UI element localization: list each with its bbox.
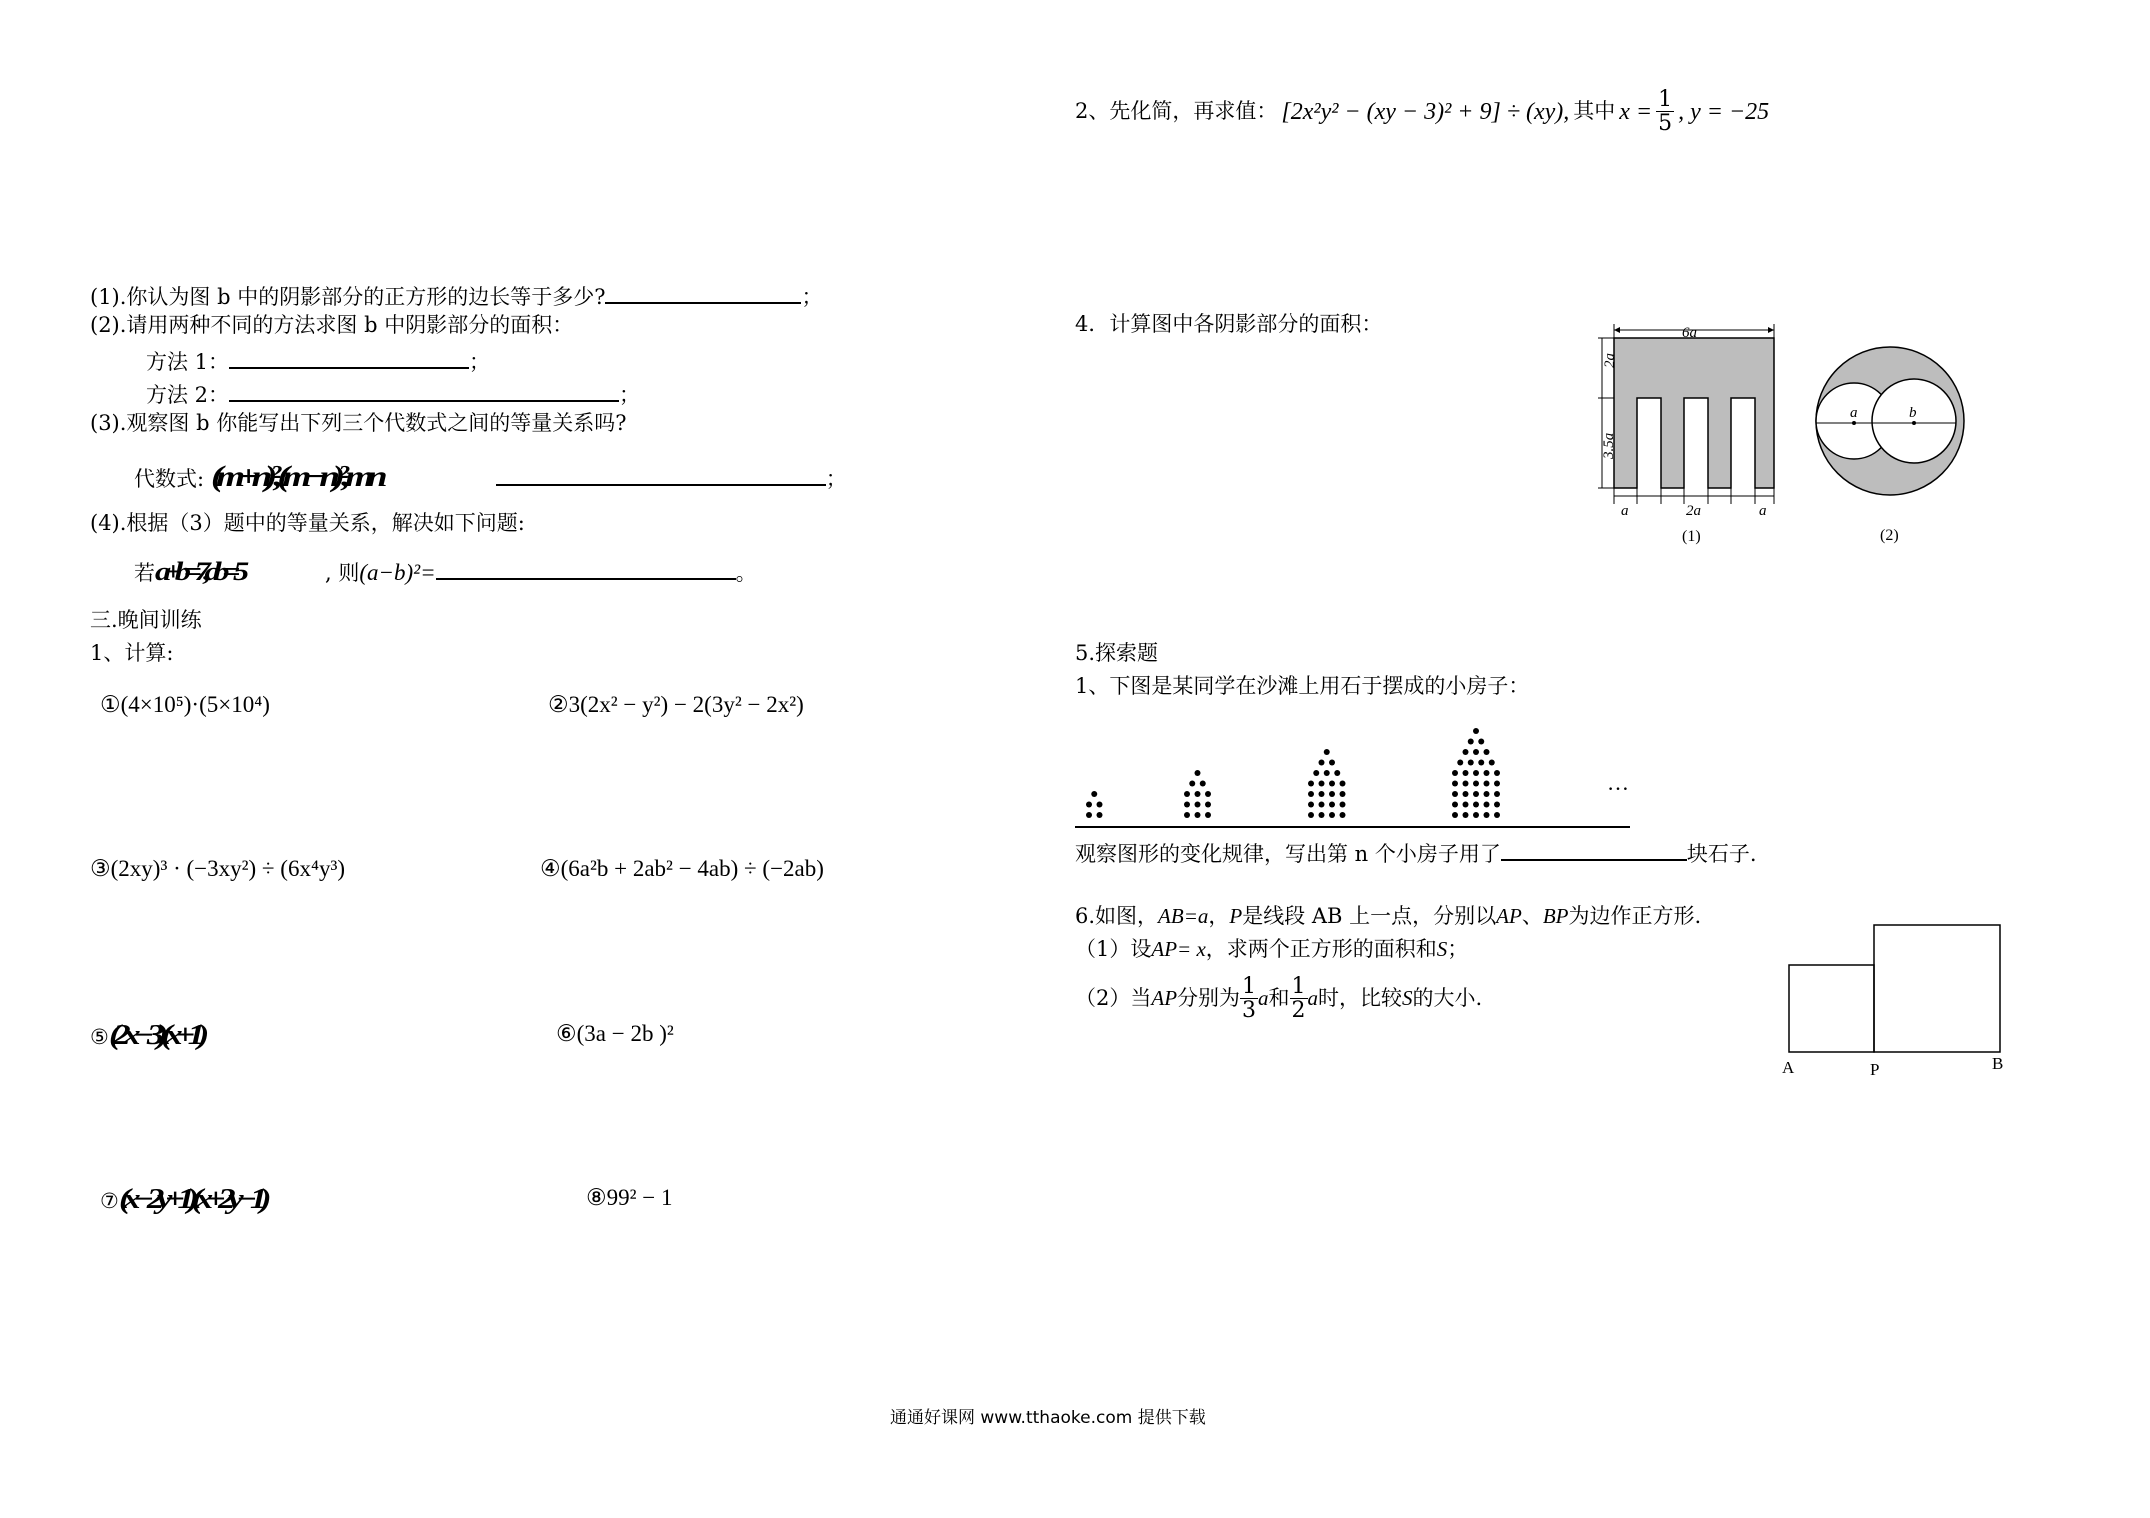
- q6-l1-ap: AP: [1496, 904, 1522, 928]
- stone: [1340, 791, 1346, 797]
- q3-garbled-expression: (m+n)², (m−n)², mn: [210, 460, 380, 493]
- q3-label: 代数式:: [134, 467, 205, 491]
- stone: [1195, 791, 1201, 797]
- stone: [1484, 791, 1490, 797]
- stone: [1319, 812, 1325, 818]
- fig2-label-b: b: [1909, 405, 1917, 421]
- stone: [1494, 781, 1500, 787]
- stone: [1463, 770, 1469, 776]
- stone: [1484, 749, 1490, 755]
- q4-answer-blank[interactable]: [436, 558, 736, 580]
- stone: [1097, 812, 1103, 818]
- stone: [1097, 802, 1103, 808]
- q6-line2: [1075, 939, 1468, 960]
- r-q2-frac-num: 1: [1658, 87, 1673, 112]
- stone: [1473, 728, 1479, 734]
- stone: [1329, 760, 1335, 766]
- problem-5: [90, 1022, 259, 1050]
- q6-f1-num: 1: [1242, 974, 1257, 999]
- r-q2-text: 2、先化简，再求值：: [1075, 99, 1278, 124]
- stone: [1494, 812, 1500, 818]
- q4-text: (4).根据（3）题中的等量关系，解决如下问题:: [90, 511, 525, 535]
- problem-6: ⑥(3a − 2b )²: [556, 1021, 674, 1046]
- problem-4: ④(6a²b + 2ab² − 4ab) ÷ (−2ab): [540, 856, 824, 881]
- two-squares-figure: [1780, 915, 2050, 1080]
- house-dots: [1086, 728, 1500, 818]
- q6-l1-e: 为边作正方形.: [1568, 904, 1702, 928]
- q4-garbled-condition: a+b=7, ab=5: [155, 557, 242, 586]
- problem-7-label: ⑦: [100, 1189, 119, 1213]
- r-q2-x: x =: [1619, 98, 1653, 125]
- q6-fraction-1: [1240, 975, 1258, 1022]
- stone: [1324, 749, 1330, 755]
- problem-5-garbled: (2x−3)(x+1): [108, 1020, 202, 1051]
- footer-text: 通通好课网 www.tthaoke.com 提供下载: [890, 1408, 1206, 1428]
- stone: [1463, 791, 1469, 797]
- stone: [1489, 760, 1495, 766]
- q4-if: 若: [134, 561, 155, 585]
- fig1-caption: (1): [1682, 528, 1701, 545]
- square-bp: [1874, 925, 2000, 1052]
- stone: [1473, 770, 1479, 776]
- q6-l1-ab: AB=a: [1158, 904, 1209, 928]
- stone: [1494, 791, 1500, 797]
- stone: [1086, 802, 1092, 808]
- q4-expr-line: [134, 558, 757, 585]
- method2-answer-blank[interactable]: [229, 380, 619, 402]
- stone: [1200, 781, 1206, 787]
- q4-end: 。: [735, 561, 757, 585]
- problem-8: ⑧99² − 1: [586, 1185, 673, 1210]
- stone: [1205, 791, 1211, 797]
- q1-line: [90, 282, 822, 308]
- stone: [1189, 781, 1195, 787]
- q6-l3-a2: a: [1307, 986, 1319, 1011]
- comb-shaded-region: [1614, 338, 1774, 488]
- r-q2-expression: [2x²y² − (xy − 3)² + 9] ÷ (xy),: [1281, 98, 1570, 125]
- stone: [1184, 791, 1190, 797]
- stone: [1329, 781, 1335, 787]
- q6-l3-and: 和: [1268, 986, 1290, 1011]
- stone: [1463, 802, 1469, 808]
- q6-l2-ap: AP= x: [1151, 937, 1206, 961]
- stone: [1195, 802, 1201, 808]
- q6-l3-ap: AP: [1151, 986, 1178, 1011]
- method1-answer-blank[interactable]: [229, 347, 469, 369]
- stone: [1473, 781, 1479, 787]
- q3-expr-line: [134, 462, 847, 492]
- q6-f2-num: 1: [1291, 974, 1306, 999]
- stone: [1184, 812, 1190, 818]
- stone: [1494, 802, 1500, 808]
- stone: [1091, 791, 1097, 797]
- stone: [1308, 781, 1314, 787]
- r-q2-line: [1075, 88, 1769, 135]
- q6-l3-a1: a: [1258, 986, 1269, 1011]
- fig1-label-2a: 2a: [1602, 353, 1618, 368]
- problem-7-garbled: (x−2y+1)(x+2y−1): [118, 1184, 264, 1215]
- method1-end: ；: [469, 350, 491, 374]
- q6-line1: [1075, 906, 1701, 927]
- q4-then: , 则: [325, 561, 360, 585]
- stone: [1195, 812, 1201, 818]
- method1-line: [146, 347, 490, 373]
- stone: [1457, 760, 1463, 766]
- r-q2-where: 其中: [1573, 99, 1616, 124]
- stone: [1086, 812, 1092, 818]
- fig2-caption: (2): [1880, 527, 1899, 544]
- q6-l1-a: 6.如图，: [1075, 904, 1159, 928]
- q5-answer-blank[interactable]: [1501, 839, 1687, 861]
- r-q4-text: 4．计算图中各阴影部分的面积：: [1075, 312, 1383, 336]
- stone: [1329, 812, 1335, 818]
- q1-text: (1).你认为图 b 中的阴影部分的正方形的边长等于多少?: [90, 285, 606, 309]
- label-a: A: [1782, 1058, 1795, 1077]
- stone: [1319, 760, 1325, 766]
- stone: [1184, 802, 1190, 808]
- stone: [1452, 812, 1458, 818]
- q5-observe-line: [1075, 839, 1757, 865]
- stone-houses-figure: [1075, 705, 1635, 830]
- q5-title: 5.探索题: [1075, 641, 1159, 665]
- stone: [1195, 770, 1201, 776]
- stone: [1484, 781, 1490, 787]
- fig1-label-35a: 3.5a: [1601, 432, 1617, 459]
- stone: [1463, 781, 1469, 787]
- q5-end: 块石子.: [1686, 842, 1757, 866]
- stone: [1452, 802, 1458, 808]
- problem-1: ①(4×10⁵)·(5×10⁴): [100, 692, 270, 717]
- label-b: B: [1992, 1054, 2004, 1073]
- section3-title: 三.晚间训练: [90, 608, 202, 632]
- stone: [1319, 791, 1325, 797]
- fig1-label-top: 6a: [1682, 325, 1697, 341]
- stone: [1468, 739, 1474, 745]
- stone: [1473, 812, 1479, 818]
- stone: [1308, 791, 1314, 797]
- problem-3: ③(2xy)³ · (−3xy²) ÷ (6x⁴y³): [90, 856, 346, 881]
- stone: [1324, 770, 1330, 776]
- stone: [1452, 770, 1458, 776]
- stone: [1494, 770, 1500, 776]
- figure-1-comb: [1590, 320, 1790, 550]
- q6-f2-den: 2: [1291, 998, 1306, 1024]
- method2-line: [146, 380, 640, 406]
- stone: [1340, 812, 1346, 818]
- q6-l1-b: ，: [1208, 904, 1230, 928]
- q6-l2-b: ，求两个正方形的面积和: [1205, 937, 1437, 961]
- stone: [1319, 802, 1325, 808]
- stone: [1340, 802, 1346, 808]
- r-q2-frac-den: 5: [1658, 111, 1673, 137]
- stone: [1478, 760, 1484, 766]
- houses-ellipsis: …: [1607, 770, 1629, 795]
- stone: [1319, 781, 1325, 787]
- fig1-label-2a-bottom: 2a: [1686, 503, 1701, 519]
- q6-line3: [1075, 975, 1482, 1022]
- problem-7: [100, 1186, 339, 1214]
- stone: [1484, 812, 1490, 818]
- stone: [1205, 802, 1211, 808]
- stone: [1452, 791, 1458, 797]
- stone: [1329, 802, 1335, 808]
- calc-title: 1、计算:: [90, 641, 174, 665]
- stone: [1484, 770, 1490, 776]
- stone: [1463, 749, 1469, 755]
- q6-l1-p: P: [1229, 904, 1243, 928]
- stone: [1478, 739, 1484, 745]
- stone: [1334, 770, 1340, 776]
- stone: [1308, 812, 1314, 818]
- q6-l1-d: 、: [1521, 904, 1543, 928]
- figure-2-circles: [1810, 345, 1970, 550]
- q2-text: (2).请用两种不同的方法求图 b 中阴影部分的面积：: [90, 313, 574, 337]
- q3-text: (3).观察图 b 你能写出下列三个代数式之间的等量关系吗?: [90, 411, 627, 435]
- q6-f1-den: 3: [1242, 998, 1257, 1024]
- stone: [1329, 791, 1335, 797]
- stone: [1308, 802, 1314, 808]
- problem-2: ②3(2x² − y²) − 2(3y² − 2x²): [548, 692, 804, 717]
- q1-end: ；: [801, 285, 823, 309]
- stone: [1468, 760, 1474, 766]
- fig2-label-a: a: [1850, 405, 1858, 421]
- q6-l2-c: ；: [1447, 937, 1469, 961]
- q6-l1-c: 是线段 AB 上一点，分别以: [1242, 904, 1497, 928]
- label-p: P: [1870, 1060, 1880, 1079]
- stone: [1452, 781, 1458, 787]
- fig1-label-a-left: a: [1621, 503, 1629, 519]
- stone: [1313, 770, 1319, 776]
- r-q2-fraction: [1656, 88, 1674, 135]
- q6-l3-s: S: [1402, 986, 1413, 1011]
- q6-l3-d: 的大小.: [1412, 986, 1483, 1011]
- q6-l3-b: 分别为: [1177, 986, 1241, 1011]
- stone: [1473, 749, 1479, 755]
- method2-label: 方法 2：: [146, 383, 230, 407]
- q5-text: 1、下图是某同学在沙滩上用石于摆成的小房子：: [1075, 674, 1530, 698]
- method1-label: 方法 1：: [146, 350, 230, 374]
- q6-l3-c: 时，比较: [1318, 986, 1403, 1011]
- q6-l3-a: （2）当: [1075, 986, 1152, 1011]
- q6-l1-bp: BP: [1542, 904, 1569, 928]
- stone: [1340, 781, 1346, 787]
- q6-l2-s: S: [1436, 937, 1448, 961]
- q6-l2-a: （1）设: [1075, 937, 1152, 961]
- q3-end: ；: [825, 467, 847, 491]
- q5-observe: 观察图形的变化规律，写出第 n 个小房子用了: [1075, 842, 1501, 866]
- stone: [1473, 802, 1479, 808]
- fig1-label-a-right: a: [1759, 503, 1767, 519]
- stone: [1484, 802, 1490, 808]
- q1-answer-blank[interactable]: [605, 282, 801, 304]
- stone: [1463, 812, 1469, 818]
- square-ap: [1789, 965, 1874, 1052]
- problem-5-label: ⑤: [90, 1025, 109, 1049]
- stone: [1205, 812, 1211, 818]
- stone: [1473, 791, 1479, 797]
- q6-fraction-2: [1290, 975, 1308, 1022]
- r-q2-y: , y = −25: [1678, 98, 1770, 125]
- q4-expression: (a−b)²=: [359, 560, 436, 585]
- method2-end: ；: [619, 383, 641, 407]
